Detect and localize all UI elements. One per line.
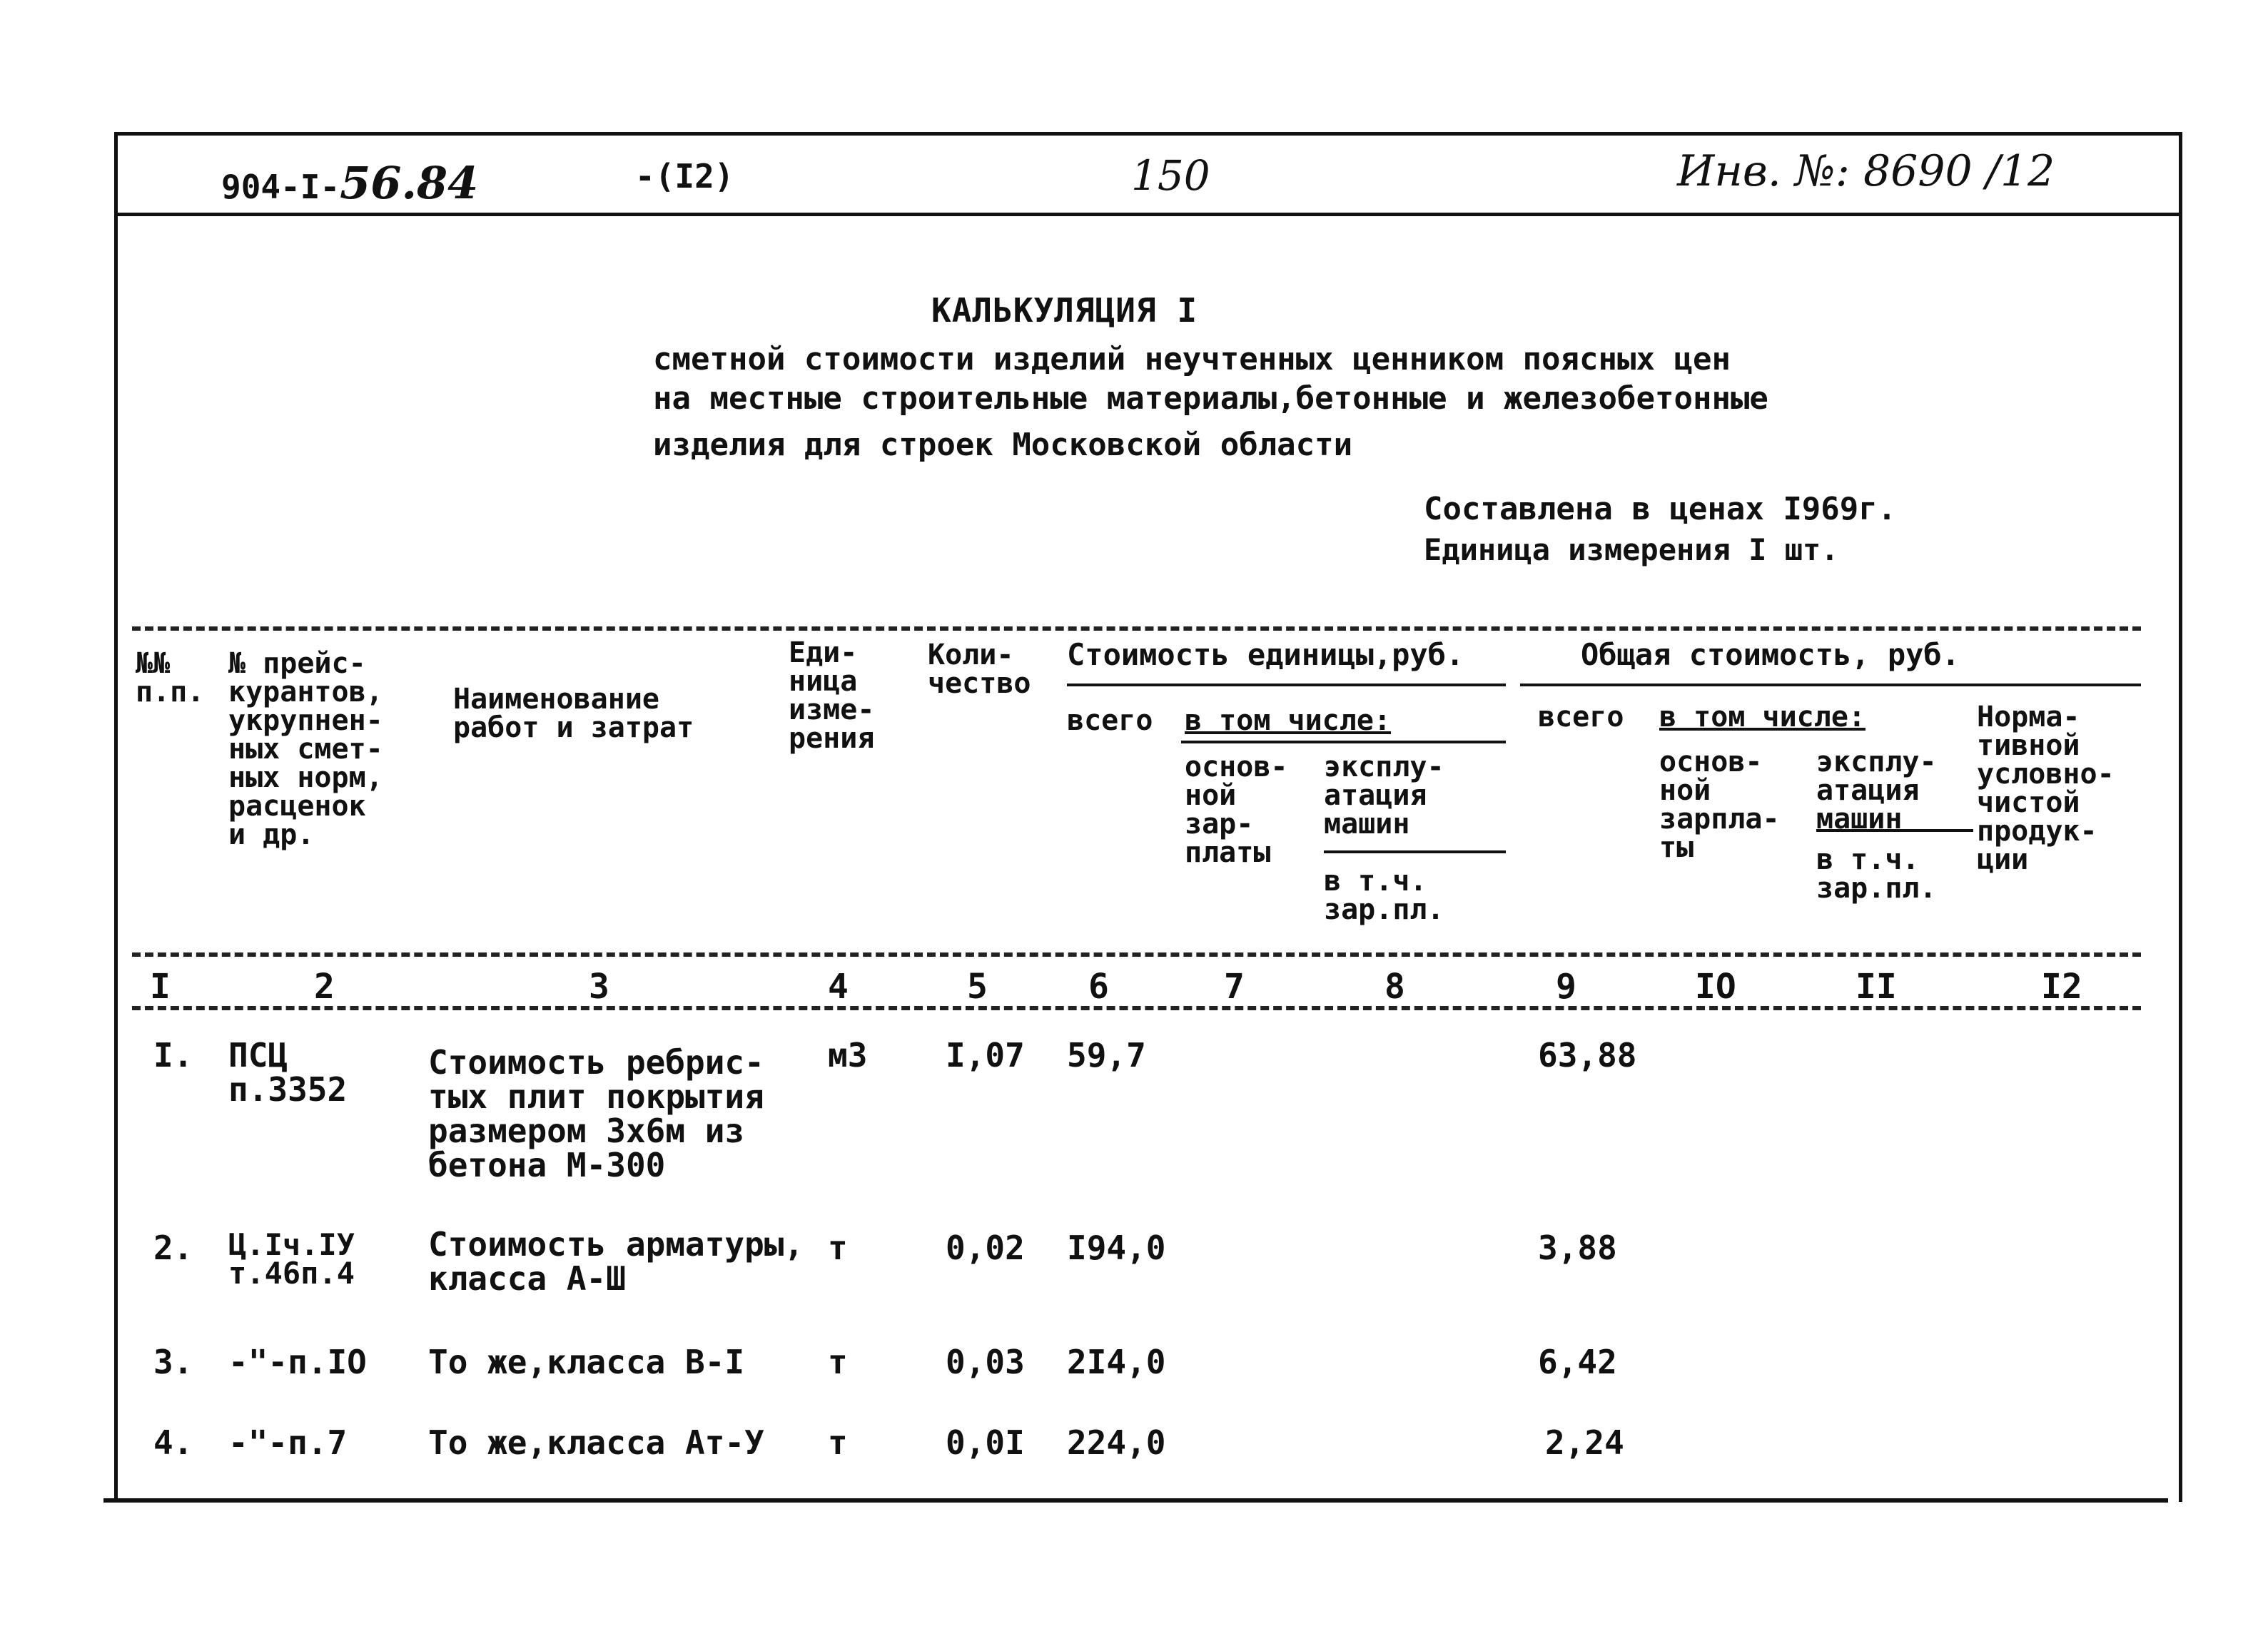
- doc-subtitle-2: на местные строительные материалы,бетонные и железобетонные: [653, 380, 1768, 417]
- unit-cost-header: Стоимость единицы,руб.: [1067, 637, 1464, 672]
- col-header-7: основ- ной зар- платы: [1185, 751, 1288, 869]
- col-header-8-top: эксплу- атация машин: [1324, 751, 1444, 840]
- row-2-unit-total: I94,0: [1067, 1229, 1166, 1267]
- col-number-9: 9: [1556, 967, 1576, 1007]
- row-2-unit: т: [828, 1229, 848, 1267]
- sheet-number: -(I2): [635, 157, 734, 195]
- col-number-1: I: [150, 967, 171, 1007]
- row-3-unit: т: [828, 1343, 848, 1381]
- unit-cost-rule: [1067, 684, 1506, 686]
- row-1-qty: I,07: [946, 1036, 1025, 1074]
- row-3-unit-total: 2I4,0: [1067, 1343, 1166, 1381]
- row-1-number: I.: [153, 1036, 193, 1074]
- row-2-name: Стоимость арматуры, класса А-Ш: [428, 1225, 804, 1298]
- col-number-3: 3: [589, 967, 609, 1007]
- total-cost-rule: [1520, 684, 2141, 686]
- col-number-6: 6: [1088, 967, 1109, 1007]
- page-number: 150: [1131, 151, 1210, 200]
- col-number-10: IO: [1695, 967, 1736, 1007]
- col-number-11: II: [1856, 967, 1897, 1007]
- row-2-qty: 0,02: [946, 1229, 1025, 1267]
- unit-note: Единица измерения I шт.: [1424, 532, 1839, 567]
- col-number-4: 4: [828, 967, 849, 1007]
- row-3-total: 6,42: [1538, 1343, 1617, 1381]
- col-header-1: №№ п.п.: [136, 647, 205, 708]
- row-4-name: То же,класса Ат-У: [428, 1423, 764, 1462]
- col-8-rule: [1324, 850, 1506, 853]
- col-header-2: № прейс- курантов, укрупнен- ных смет- ных норм, расценок и др.: [228, 647, 383, 851]
- col-number-2: 2: [314, 967, 335, 1007]
- row-1-total: 63,88: [1538, 1036, 1637, 1074]
- col-header-11-bottom: в т.ч. зар.пл.: [1816, 843, 1937, 905]
- row-1-name: Стоимость ребрис- тых плит покрытия размером 3х6м из бетона М-300: [428, 1043, 764, 1184]
- col-header-10: основ- ной зарпла- ты: [1659, 746, 1780, 864]
- row-4-unit-total: 224,0: [1067, 1423, 1166, 1462]
- col-header-3: Наименование работ и затрат: [453, 683, 694, 744]
- doc-subtitle-1: сметной стоимости изделий неучтенных ценником поясных цен: [653, 341, 1731, 377]
- row-2-number: 2.: [153, 1229, 193, 1267]
- col-number-12: I2: [2041, 967, 2082, 1007]
- colnum-top-rule: [132, 952, 2141, 957]
- col-header-4: Еди- ница изме- рения: [789, 636, 875, 755]
- col-header-6: всего: [1067, 704, 1153, 737]
- colnum-bottom-rule: [132, 1006, 2141, 1010]
- row-4-total: 2,24: [1545, 1423, 1624, 1462]
- row-3-ref: -"-п.IO: [228, 1343, 367, 1381]
- table-top-rule: [132, 626, 2141, 631]
- row-4-number: 4.: [153, 1423, 193, 1462]
- bottom-rule: [103, 1498, 2168, 1503]
- col-header-12: Норма- тивной условно- чистой продук- ции: [1977, 701, 2115, 876]
- inventory-number: Инв. №: 8690 /12: [1677, 146, 2055, 196]
- prices-note: Составлена в ценах I969г.: [1424, 491, 1897, 527]
- row-4-ref: -"-п.7: [228, 1423, 348, 1462]
- unit-cost-incl: в том числе:: [1185, 704, 1391, 737]
- col-header-8-bottom: в т.ч. зар.пл.: [1324, 865, 1444, 926]
- row-2-total: 3,88: [1538, 1229, 1617, 1267]
- row-4-unit: т: [828, 1423, 848, 1462]
- col-header-9: всего: [1538, 701, 1624, 733]
- col-number-8: 8: [1384, 967, 1405, 1007]
- row-1-unit-total: 59,7: [1067, 1036, 1146, 1074]
- row-1-ref: ПСЦ п.3352: [228, 1036, 348, 1109]
- doc-code-hand: 56.84: [340, 157, 479, 209]
- row-2-ref: Ц.Iч.IУ т.46п.4: [228, 1227, 355, 1291]
- col-number-5: 5: [967, 967, 988, 1007]
- col-11-rule: [1816, 829, 1973, 832]
- row-1-unit: м3: [828, 1036, 868, 1074]
- total-cost-header: Общая стоимость, руб.: [1581, 637, 1960, 672]
- unit-cost-incl-rule: [1181, 741, 1506, 743]
- row-4-qty: 0,0I: [946, 1423, 1025, 1462]
- col-header-11-top: эксплу- атация машин: [1816, 746, 1937, 835]
- doc-subtitle-3: изделия для строек Московской области: [653, 427, 1353, 463]
- doc-code-typed: 904-I-: [221, 168, 340, 206]
- col-number-7: 7: [1224, 967, 1245, 1007]
- row-3-name: То же,класса В-I: [428, 1343, 745, 1381]
- col-header-5: Коли- чество: [928, 639, 1031, 700]
- row-3-number: 3.: [153, 1343, 193, 1381]
- doc-title: КАЛЬКУЛЯЦИЯ I: [931, 291, 1198, 330]
- header-rule: [114, 213, 2179, 216]
- row-3-qty: 0,03: [946, 1343, 1025, 1381]
- doc-code: [221, 157, 478, 209]
- total-cost-incl: в том числе:: [1659, 701, 1865, 733]
